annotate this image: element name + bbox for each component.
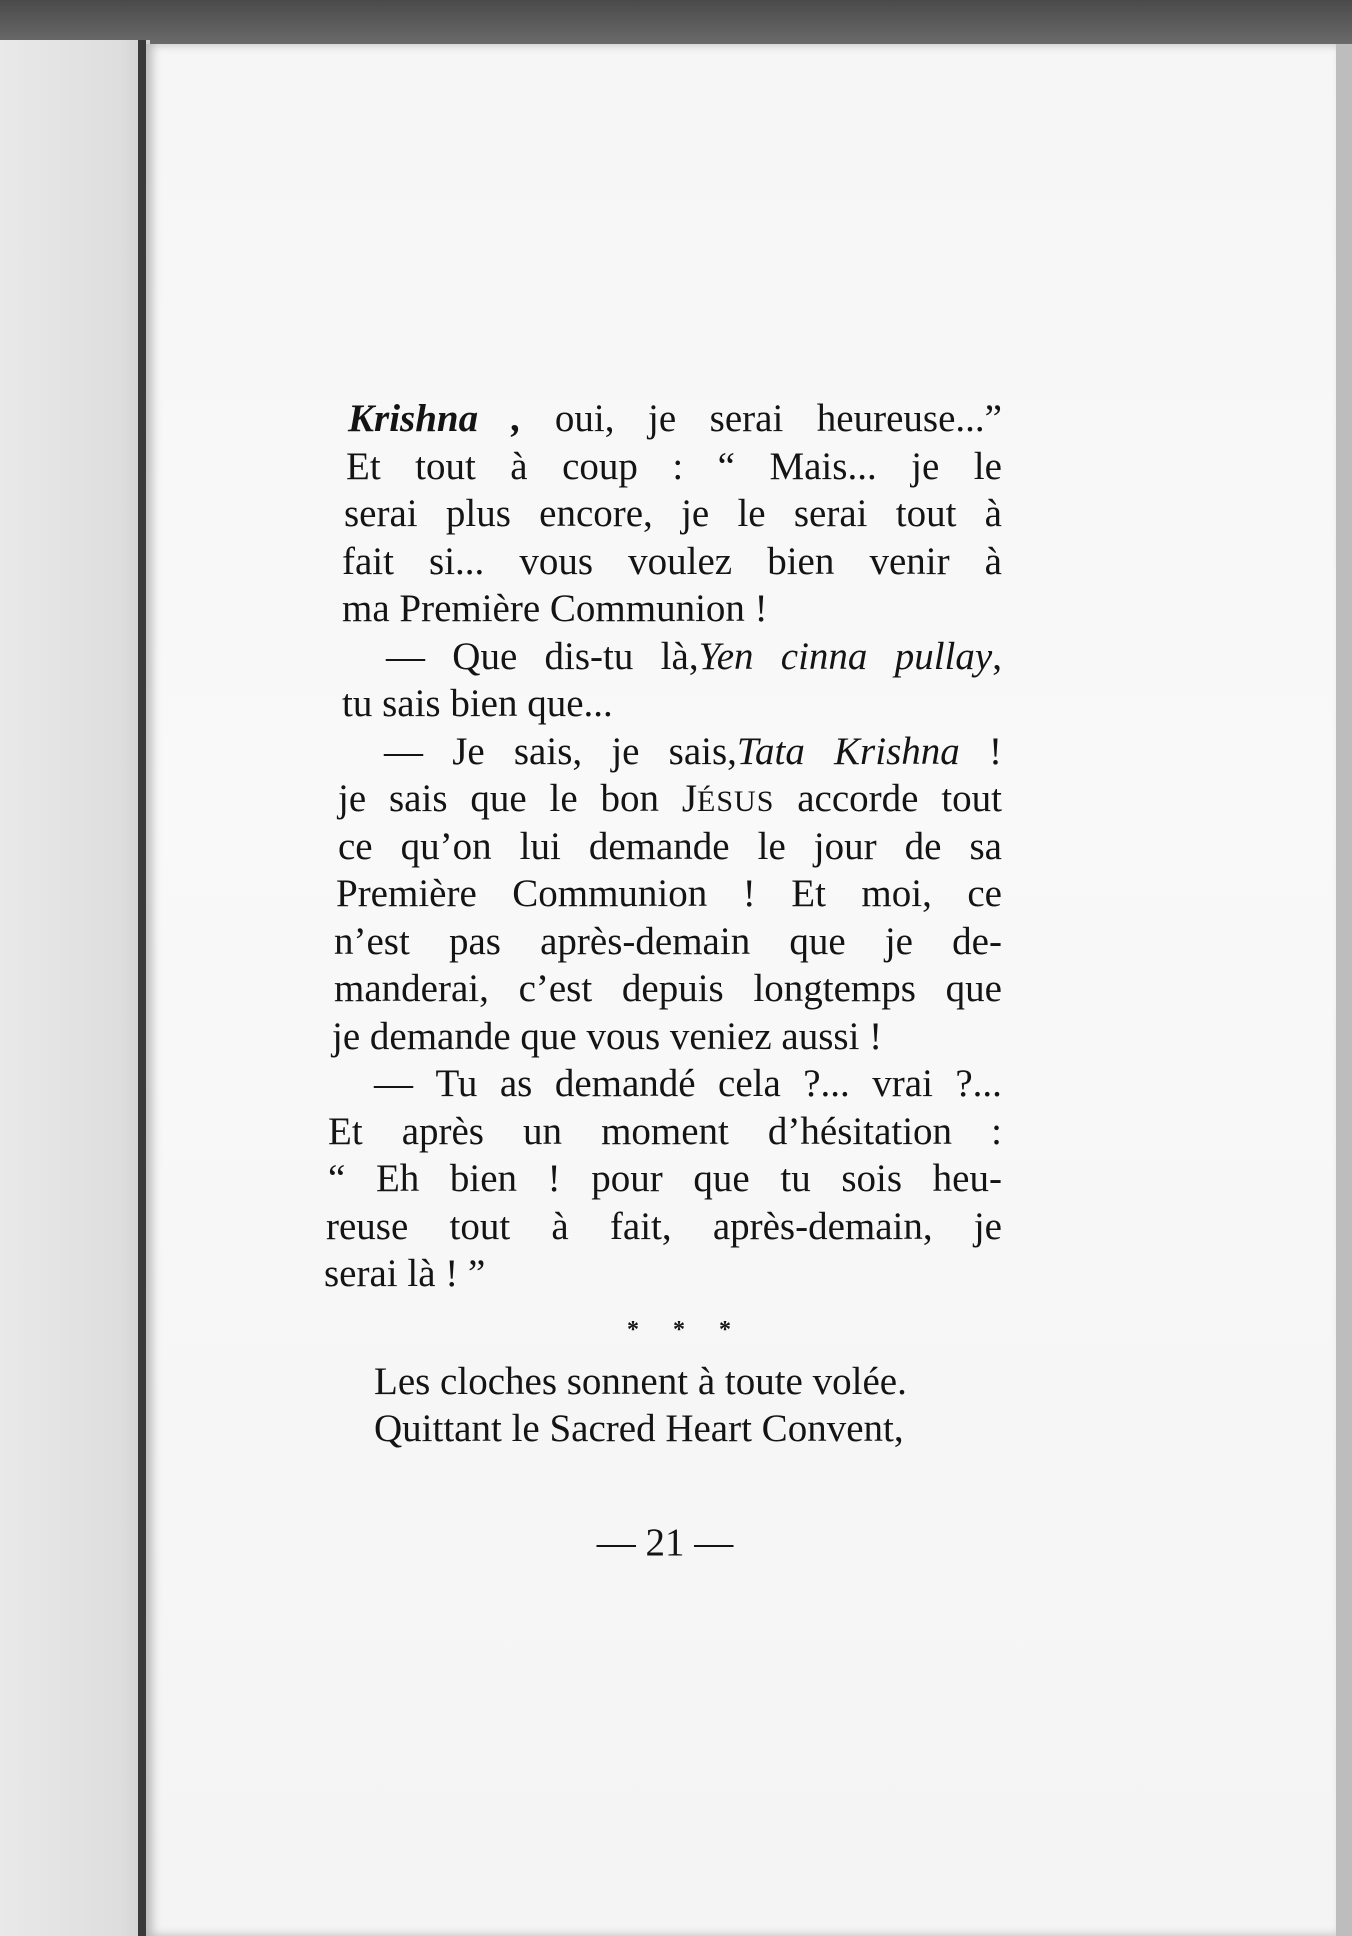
- word: voulez: [628, 539, 733, 583]
- word: Et: [791, 872, 826, 915]
- word: je: [611, 729, 640, 773]
- word: sais,Tata: [668, 729, 805, 773]
- page-right-edge: [1336, 44, 1352, 1936]
- text-line: [332, 1013, 1002, 1061]
- word: Krishna: [348, 397, 479, 440]
- word: fait,: [609, 1204, 672, 1248]
- scan-top-edge: [0, 0, 1352, 48]
- word: encore,: [539, 492, 653, 535]
- word: ,: [511, 397, 522, 440]
- word: tout: [895, 492, 957, 535]
- word: longtemps: [753, 967, 916, 1010]
- text-line: [328, 1108, 1002, 1156]
- word: ce: [338, 824, 373, 868]
- word: après-demain,: [712, 1204, 933, 1248]
- word: le: [737, 492, 766, 535]
- word: plus: [445, 492, 511, 535]
- word: accorde: [797, 777, 919, 820]
- word: !: [547, 1157, 561, 1200]
- word: moment: [601, 1109, 729, 1153]
- text-run: serai là ! ”: [324, 1252, 486, 1295]
- word: le: [973, 444, 1002, 488]
- word: que: [470, 777, 527, 820]
- word: —: [384, 729, 423, 773]
- word: demande: [588, 824, 730, 868]
- word: vrai: [872, 1062, 933, 1105]
- word: !: [742, 872, 756, 915]
- word: si...: [429, 539, 485, 583]
- word: depuis: [621, 967, 724, 1010]
- word: serai: [793, 492, 868, 535]
- word: dis-tu: [544, 634, 634, 678]
- word: là,Yen: [660, 634, 754, 678]
- word: coup: [562, 444, 638, 488]
- word: sais,: [513, 729, 583, 773]
- word: je: [973, 1204, 1002, 1248]
- word: JÉSUS: [681, 777, 775, 820]
- word: ce: [967, 872, 1002, 915]
- text-line: [338, 823, 1002, 871]
- word: de: [904, 824, 942, 868]
- word: ?...: [955, 1062, 1002, 1105]
- word: fait: [342, 539, 394, 583]
- word: un: [523, 1109, 563, 1153]
- text-line: [340, 728, 1002, 776]
- word: moi,: [861, 872, 932, 915]
- word: demandé: [554, 1062, 696, 1105]
- word: à: [984, 539, 1002, 583]
- word: serai: [344, 492, 418, 535]
- text-line: [342, 538, 1002, 586]
- text-run: ma Première Communion !: [342, 587, 768, 630]
- word: qu’on: [400, 824, 492, 868]
- word: je: [681, 492, 710, 535]
- word: jour: [813, 824, 877, 868]
- text-line: [342, 585, 1002, 633]
- text-line: [346, 443, 1002, 491]
- word: pour: [591, 1157, 663, 1200]
- text-line: [324, 1250, 1002, 1298]
- text-line: [344, 490, 1002, 538]
- text-line: [334, 965, 1002, 1013]
- word: c’est: [518, 967, 593, 1010]
- word: Première: [336, 872, 477, 915]
- text-line: [336, 870, 1002, 918]
- word: “: [328, 1157, 346, 1200]
- word: Communion: [512, 872, 708, 915]
- page-number: — 21 —: [596, 1521, 734, 1564]
- word: le: [757, 824, 786, 868]
- word: bien: [449, 1157, 518, 1200]
- word: après: [401, 1109, 484, 1153]
- word: “: [717, 444, 735, 488]
- word: venir: [869, 539, 950, 583]
- word: cinna: [780, 634, 868, 678]
- word: le: [549, 777, 578, 820]
- word: Mais...: [769, 444, 877, 488]
- word: :: [672, 444, 684, 488]
- book-gutter: [138, 40, 146, 1936]
- word: sa: [969, 824, 1002, 868]
- word: d’hésitation: [767, 1109, 953, 1153]
- text-run: tu sais bien que...: [342, 682, 613, 725]
- word: manderai,: [334, 967, 489, 1010]
- word: à: [510, 444, 528, 488]
- word: Et: [346, 444, 381, 488]
- word: bon: [600, 777, 659, 820]
- text-run: je demande que vous veniez aussi !: [332, 1014, 883, 1058]
- word: Krishna: [834, 729, 960, 773]
- word: :: [991, 1109, 1002, 1153]
- closing-line: Les cloches sonnent à toute volée.: [374, 1359, 907, 1403]
- word: à: [551, 1204, 569, 1248]
- word: je: [338, 777, 367, 820]
- word: serai: [709, 397, 784, 440]
- word: bien: [767, 539, 835, 583]
- word: heu-: [932, 1157, 1002, 1200]
- text-line: [348, 395, 1002, 443]
- word: vous: [519, 539, 594, 583]
- word: que: [693, 1157, 750, 1200]
- section-separator: * * *: [627, 1316, 745, 1343]
- text-line: [328, 1155, 1002, 1203]
- word: que: [789, 919, 846, 963]
- word: sois: [841, 1157, 903, 1200]
- word: je: [911, 444, 940, 488]
- word: à: [984, 492, 1002, 535]
- word: je: [647, 397, 677, 440]
- text-line: [338, 775, 1002, 823]
- word: tout: [941, 777, 1002, 820]
- word: après-demain: [540, 919, 751, 963]
- text-line: [342, 633, 1002, 681]
- word: tout: [415, 444, 476, 488]
- word: tu: [780, 1157, 811, 1200]
- word: pas: [448, 919, 501, 963]
- word: Et: [328, 1109, 363, 1153]
- word: !: [988, 729, 1002, 773]
- word: as: [499, 1062, 533, 1105]
- word: oui,: [554, 397, 615, 440]
- word: ?...: [803, 1062, 850, 1105]
- word: Tu: [435, 1062, 478, 1105]
- text-line: [334, 918, 1002, 966]
- text-line: [326, 1203, 1002, 1251]
- word: sais: [389, 777, 448, 820]
- word: n’est: [334, 919, 410, 963]
- word: Que: [452, 634, 518, 678]
- word: heureuse...”: [816, 397, 1002, 440]
- word: —: [374, 1062, 413, 1105]
- body-text: [324, 395, 1002, 1453]
- closing-line: Quittant le Sacred Heart Convent,: [374, 1407, 904, 1450]
- word: lui: [519, 824, 561, 868]
- word: de-: [952, 919, 1002, 963]
- word: Je: [452, 729, 485, 773]
- word: pullay,: [894, 634, 1002, 678]
- word: Eh: [375, 1157, 420, 1200]
- word: je: [884, 919, 913, 963]
- word: tout: [449, 1204, 511, 1248]
- word: reuse: [326, 1204, 409, 1248]
- word: —: [386, 634, 425, 678]
- word: que: [945, 967, 1002, 1010]
- word: cela: [718, 1062, 781, 1105]
- text-line: [342, 680, 1002, 728]
- text-line: [330, 1060, 1002, 1108]
- left-page-edge: [0, 40, 150, 1936]
